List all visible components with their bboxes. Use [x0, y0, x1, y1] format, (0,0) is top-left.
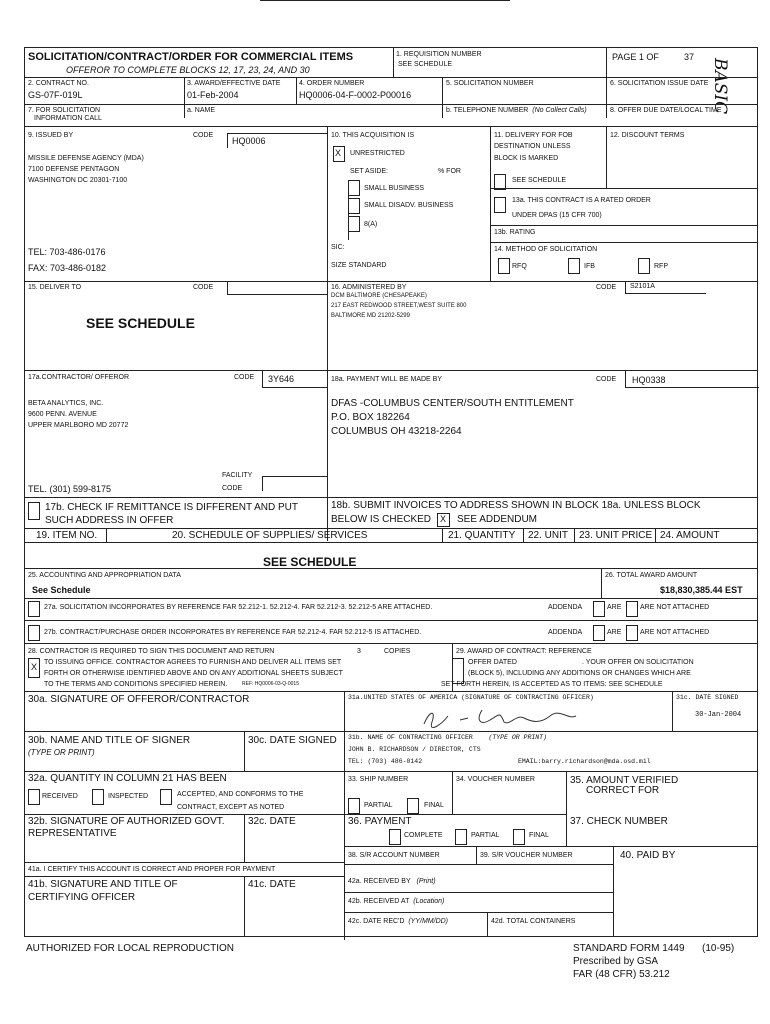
amount-verified-label: 35. AMOUNT VERIFIED — [570, 775, 679, 786]
schedule-header: 20. SCHEDULE OF SUPPLIES/ SERVICES — [172, 530, 368, 541]
27a-addenda: ADDENDA — [548, 604, 583, 611]
28-copies-count: 3 — [357, 648, 361, 655]
deliver-code-box — [227, 282, 328, 295]
contract-no-value: GS-07F-019L — [28, 90, 83, 100]
far-reference: FAR (48 CFR) 53.212 — [573, 969, 670, 980]
page-label: PAGE 1 OF — [612, 52, 659, 62]
form-title: SOLICITATION/CONTRACT/ORDER FOR COMMERCIAL ITEMS — [28, 51, 354, 63]
rfp-checkbox[interactable] — [638, 258, 650, 274]
info-call-label: INFORMATION CALL — [34, 115, 102, 122]
30b-type-or-print: (TYPE OR PRINT) — [28, 748, 95, 757]
set-aside-label: SET ASIDE: — [350, 168, 388, 175]
28-line-3: FORTH OR OTHERWISE IDENTIFIED ABOVE AND ON ANY ADDITIONAL SHEETS SUBJECT — [44, 670, 343, 677]
27b-are: ARE — [607, 629, 622, 636]
prescribed-by: Prescribed by GSA — [573, 956, 659, 967]
27b-checkbox[interactable] — [28, 625, 40, 641]
32b-label: 32b. SIGNATURE OF AUTHORIZED GOVT. — [28, 816, 225, 827]
solicitation-date-label: 6. SOLICITATION ISSUE DATE — [610, 80, 709, 87]
solicitation-number-label: 5. SOLICITATION NUMBER — [446, 80, 534, 87]
award-date-label: 3. AWARD/EFFECTIVE DATE — [187, 80, 281, 87]
27b-arenot-checkbox[interactable] — [626, 625, 638, 641]
31a-label: 31a.UNITED STATES OF AMERICA (SIGNATURE OF CONTRACTING OFFICER) — [348, 694, 594, 701]
payment-final-checkbox[interactable] — [513, 829, 525, 845]
27b-text: 27b. CONTRACT/PURCHASE ORDER INCORPORATES BY REFERENCE FAR 52.212-4. FAR 52.212-5 IS ATTACHED. — [44, 629, 422, 636]
ifb-label: IFB — [584, 263, 595, 270]
deliver-see-schedule: SEE SCHEDULE — [86, 315, 195, 331]
30c-label: 30c. DATE SIGNED — [248, 735, 337, 746]
accepted-label: ACCEPTED, AND CONFORMS TO THE — [177, 791, 304, 798]
28-mark: X — [31, 662, 38, 672]
form-revision: (10-95) — [702, 943, 735, 954]
27b-are-not: ARE NOT ATTACHED — [640, 629, 710, 636]
deliver-to-label: 15. DELIVER TO — [28, 284, 82, 291]
unrestricted-label: UNRESTRICTED — [350, 150, 405, 157]
req-value: SEE SCHEDULE — [398, 61, 453, 68]
administered-by-label: 16. ADMINISTERED BY — [331, 284, 407, 291]
30a-label: 30a. SIGNATURE OF OFFEROR/CONTRACTOR — [28, 694, 250, 705]
check-number-label: 37. CHECK NUMBER — [570, 816, 668, 827]
form-subtitle: OFFEROR TO COMPLETE BLOCKS 12, 17, 23, 24, AND 30 — [66, 65, 310, 75]
admin-code-value: S2101A — [630, 283, 655, 290]
see-addendum-label: SEE ADDENDUM — [457, 514, 538, 525]
28-line-2: TO ISSUING OFFICE. CONTRACTOR AGREES TO FURNISH AND DELIVER ALL ITEMS SET — [44, 659, 342, 666]
accepted-checkbox[interactable] — [160, 789, 172, 805]
fob-see-schedule: SEE SCHEDULE — [512, 177, 567, 184]
28-ref: REF: HQ0006-03-Q-0015 — [242, 681, 299, 687]
contractor-code-value: 3Y646 — [268, 374, 295, 384]
42b-label: 42b. RECEIVED AT (Location) — [348, 898, 445, 905]
rated-order-label: 13a. THIS CONTRACT IS A RATED ORDER — [512, 197, 651, 204]
29-line-3: (BLOCK 5), INCLUDING ANY ADDITIONS OR CHANGES WHICH ARE — [468, 670, 691, 677]
rfp-label: RFP — [654, 263, 668, 270]
payment-partial-label: PARTIAL — [471, 832, 500, 839]
27a-are: ARE — [607, 604, 622, 611]
27b-are-checkbox[interactable] — [593, 625, 605, 641]
payment-code-value: HQ0338 — [632, 375, 666, 385]
41a-label: 41a. I CERTIFY THIS ACCOUNT IS CORRECT AND PROPER FOR PAYMENT — [28, 866, 276, 873]
27a-arenot-checkbox[interactable] — [626, 601, 638, 617]
local-reproduction: AUTHORIZED FOR LOCAL REPRODUCTION — [26, 943, 234, 954]
dpas-label: UNDER DPAS (15 CFR 700) — [512, 212, 602, 219]
payment-36-label: 36. PAYMENT — [348, 816, 412, 827]
payment-line-3: COLUMBUS OH 43218-2264 — [331, 426, 462, 437]
total-award-label: 26. TOTAL AWARD AMOUNT — [605, 572, 698, 579]
paid-by-label: 40. PAID BY — [620, 850, 676, 861]
rated-order-checkbox[interactable] — [494, 197, 506, 213]
accepted-label-2: CONTRACT, EXCEPT AS NOTED — [177, 804, 285, 811]
quantity-header: 21. QUANTITY — [448, 530, 516, 541]
27a-are-checkbox[interactable] — [593, 601, 605, 617]
27a-are-not: ARE NOT ATTACHED — [640, 604, 710, 611]
contractor-code-label: CODE — [234, 374, 255, 381]
29-your-offer: . YOUR OFFER ON SOLICITATION — [582, 659, 694, 666]
contractor-line-1: BETA ANALYTICS, INC. — [28, 400, 104, 407]
41b-certifying: CERTIFYING OFFICER — [28, 892, 136, 903]
42a-label: 42a. RECEIVED BY (Print) — [348, 878, 436, 885]
ship-final-label: FINAL — [424, 802, 444, 809]
unit-price-header: 23. UNIT PRICE — [579, 530, 653, 541]
order-number-label: 4. ORDER NUMBER — [299, 80, 365, 87]
30b-label: 30b. NAME AND TITLE OF SIGNER — [28, 735, 191, 746]
31b-label: 31b. NAME OF CONTRACTING OFFICER (TYPE OR PRINT) — [348, 734, 547, 741]
eight-a-label: 8(A) — [364, 221, 378, 228]
41b-label: 41b. SIGNATURE AND TITLE OF — [28, 879, 178, 890]
received-checkbox[interactable] — [28, 789, 40, 805]
order-number-value: HQ0006-04-F-0002-P00016 — [299, 90, 412, 100]
sr-voucher-label: 39. S/R VOUCHER NUMBER — [480, 852, 573, 859]
admin-code-label: CODE — [596, 284, 617, 291]
method-label: 14. METHOD OF SOLICITATION — [494, 246, 598, 253]
payment-line-2: P.O. BOX 182264 — [331, 412, 410, 423]
unrestricted-mark: X — [335, 148, 342, 158]
contractor-line-2: 9600 PENN. AVENUE — [28, 411, 97, 418]
remittance-label-1: 17b. CHECK IF REMITTANCE IS DIFFERENT AND PUT — [45, 502, 298, 513]
41c-label: 41c. DATE — [248, 879, 296, 890]
fob-label-2: DESTINATION UNLESS — [494, 143, 571, 150]
payment-complete-checkbox[interactable] — [389, 829, 401, 845]
32b-representative: REPRESENTATIVE — [28, 828, 117, 839]
amount-header: 24. AMOUNT — [660, 530, 720, 541]
42c-label: 42c. DATE REC'D (YY/MM/DD) — [348, 918, 449, 925]
29-offer-dated: OFFER DATED — [468, 659, 517, 666]
inspected-checkbox[interactable] — [92, 789, 104, 805]
addendum-mark: X — [440, 514, 447, 524]
31c-label: 31c. DATE SIGNED — [676, 694, 739, 701]
small-business-label: SMALL BUSINESS — [364, 185, 425, 192]
28-copies-label: COPIES — [384, 648, 411, 655]
payment-label: 18a. PAYMENT WILL BE MADE BY — [331, 376, 442, 383]
voucher-number-label: 34. VOUCHER NUMBER — [456, 776, 535, 783]
ship-partial-label: PARTIAL — [364, 802, 393, 809]
total-award-value: $18,830,385.44 EST — [660, 585, 743, 595]
small-business-checkbox[interactable] — [348, 180, 360, 196]
27a-checkbox[interactable] — [28, 601, 40, 617]
fob-label-1: 11. DELIVERY FOR FOB — [494, 132, 573, 139]
telephone-label: b. TELEPHONE NUMBER (No Collect Calls) — [446, 107, 587, 114]
rfq-label: RFQ — [512, 263, 527, 270]
payment-partial-checkbox[interactable] — [455, 829, 467, 845]
rfq-checkbox[interactable] — [498, 258, 510, 274]
27b-addenda: ADDENDA — [548, 629, 583, 636]
sr-account-label: 38. S/R ACCOUNT NUMBER — [348, 852, 440, 859]
27a-text: 27a. SOLICITATION INCORPORATES BY REFERENCE FAR 52.212-1. 52.212-4. FAR 52.212-3. 52.212-5 ARE ATTACHED. — [44, 604, 433, 611]
contractor-label: 17a.CONTRACTOR/ OFFEROR — [28, 374, 129, 381]
received-label: RECEIVED — [42, 793, 78, 800]
29-line-1: 29. AWARD OF CONTRACT: REFERENCE — [456, 648, 592, 655]
deliver-code-label: CODE — [193, 284, 214, 291]
payment-final-label: FINAL — [529, 832, 549, 839]
small-disadv-checkbox[interactable] — [348, 198, 360, 214]
items-see-schedule: SEE SCHEDULE — [263, 555, 357, 569]
contractor-line-3: UPPER MARLBORO MD 20772 — [28, 422, 129, 429]
facility-code-label: CODE — [222, 485, 243, 492]
42d-label: 42d. TOTAL CONTAINERS — [491, 918, 576, 925]
issuer-tel: TEL: 703-486-0176 — [28, 247, 106, 257]
req-label: 1. REQUISITION NUMBER — [396, 51, 482, 58]
admin-line-3: BALTIMORE MD 21202-5299 — [331, 313, 410, 319]
page-total: 37 — [684, 52, 695, 62]
offer-due-label: 8. OFFER DUE DATE/LOCAL TIME — [610, 107, 722, 114]
28-line-1: 28. CONTRACTOR IS REQUIRED TO SIGN THIS DOCUMENT AND RETURN — [28, 648, 275, 655]
31c-date: 30-Jan-2004 — [695, 711, 742, 719]
invoices-label-2: BELOW IS CHECKED — [331, 514, 432, 525]
acquisition-label: 10. THIS ACQUISITION IS — [331, 132, 415, 139]
percent-for-label: % FOR — [438, 168, 461, 175]
standard-form: STANDARD FORM 1449 — [573, 943, 685, 954]
contract-no-label: 2. CONTRACT NO. — [28, 80, 89, 87]
32a-label: 32a. QUANTITY IN COLUMN 21 HAS BEEN — [28, 773, 227, 784]
award-date-value: 01-Feb-2004 — [187, 90, 239, 100]
31b-email: EMAIL:barry.richardson@mda.osd.mil — [518, 758, 651, 765]
payment-complete-label: COMPLETE — [404, 832, 443, 839]
admin-line-2: 217 EAST REDWOOD STREET,WEST SUITE 800 — [331, 303, 467, 309]
eight-a-checkbox[interactable] — [348, 216, 360, 232]
contractor-tel: TEL. (301) 599-8175 — [28, 484, 112, 494]
issuer-fax: FAX: 703-486-0182 — [28, 263, 107, 273]
accounting-value: See Schedule — [32, 585, 91, 595]
admin-line-1: DCM BALTIMORE (CHESAPEAKE) — [331, 293, 427, 299]
remittance-label-2: SUCH ADDRESS IN OFFER — [45, 515, 174, 526]
issued-code-label: CODE — [193, 132, 214, 139]
payment-line-1: DFAS -COLUMBUS CENTER/SOUTH ENTITLEMENT — [331, 398, 574, 409]
invoices-label-1: 18b. SUBMIT INVOICES TO ADDRESS SHOWN IN BLOCK 18a. UNLESS BLOCK — [331, 500, 701, 511]
remittance-checkbox[interactable] — [28, 502, 40, 520]
inspected-label: INSPECTED — [108, 793, 149, 800]
name-label: a. NAME — [187, 107, 216, 114]
top-rule — [260, 0, 510, 1]
facility-label: FACILITY — [222, 472, 253, 479]
correct-for-label: CORRECT FOR — [586, 785, 660, 796]
ship-number-label: 33. SHIP NUMBER — [348, 776, 409, 783]
ship-partial-checkbox[interactable] — [348, 798, 360, 814]
discount-terms-label: 12. DISCOUNT TERMS — [610, 132, 685, 139]
issuer-line-1: MISSILE DEFENSE AGENCY (MDA) — [28, 155, 144, 162]
payment-code-label: CODE — [596, 376, 617, 383]
ship-final-checkbox[interactable] — [407, 798, 419, 814]
issuer-line-3: WASHINGTON DC 20301-7100 — [28, 177, 128, 184]
rating-label: 13b. RATING — [494, 229, 536, 236]
29-line-4: SET FORTH HEREIN, IS ACCEPTED AS TO ITEMS: SEE SCHEDULE — [441, 681, 663, 688]
facility-code-box — [262, 476, 328, 491]
margin-note: BASIC — [710, 58, 730, 115]
contracting-officer-signature — [420, 704, 580, 730]
ifb-checkbox[interactable] — [568, 258, 580, 274]
32c-label: 32c. DATE — [248, 816, 296, 827]
unit-header: 22. UNIT — [528, 530, 569, 541]
issued-by-label: 9. ISSUED BY — [28, 132, 74, 139]
for-solicitation-label: 7. FOR SOLICITATION — [28, 107, 101, 114]
31b-name: JOHN B. RICHARDSON / DIRECTOR, CTS — [348, 746, 481, 753]
sic-label: SIC: — [331, 244, 345, 251]
item-no-header: 19. ITEM NO. — [36, 530, 98, 541]
28-line-4: TO THE TERMS AND CONDITIONS SPECIFIED HEREIN. — [44, 681, 228, 688]
31b-tel: TEL: (703) 486-0142 — [348, 758, 423, 765]
issuer-line-2: 7100 DEFENSE PENTAGON — [28, 166, 120, 173]
accounting-label: 25. ACCOUNTING AND APPROPRIATION DATA — [28, 572, 181, 579]
issued-code-value: HQ0006 — [232, 136, 266, 146]
fob-label-3: BLOCK IS MARKED — [494, 155, 559, 162]
size-standard-label: SIZE STANDARD — [331, 262, 387, 269]
small-disadv-label: SMALL DISADV. BUSINESS — [364, 202, 454, 209]
